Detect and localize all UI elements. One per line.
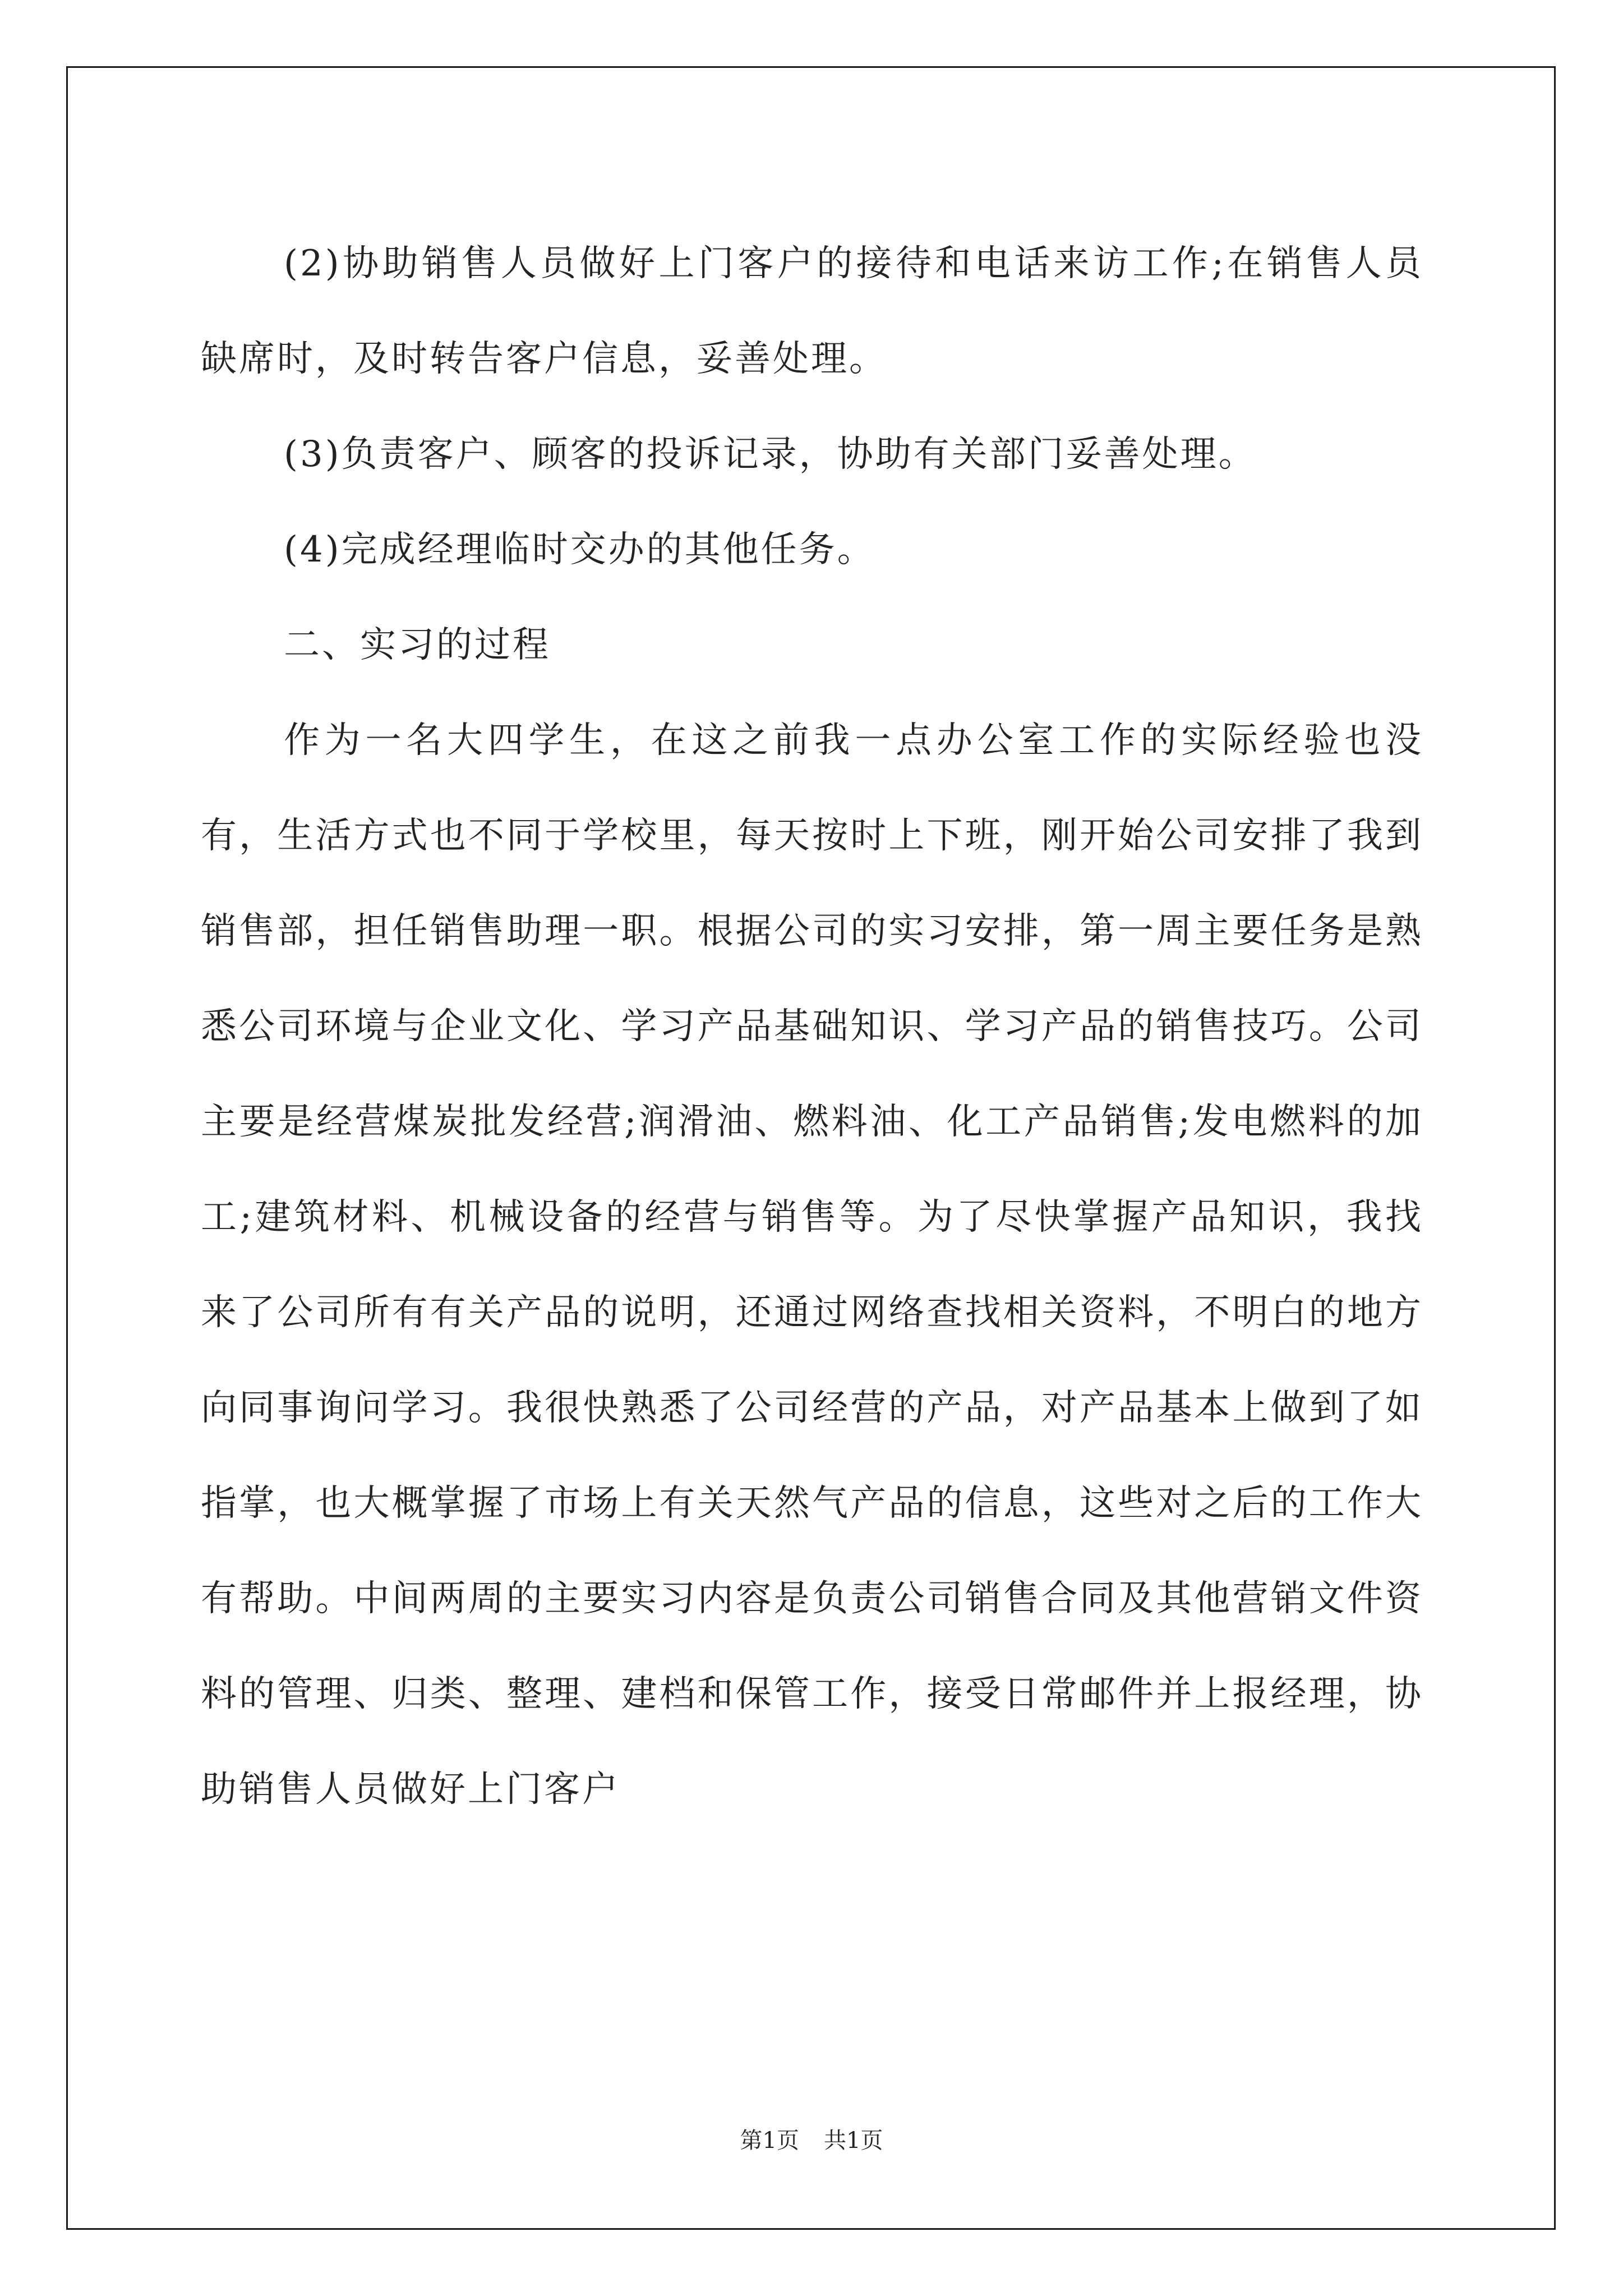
document-body (201, 216, 1423, 1837)
page-footer (0, 2125, 1623, 2156)
page-number: 第1页 (740, 2128, 799, 2154)
section-heading: 二、实习的过程 (284, 624, 551, 666)
paragraph-internship-process: 作为一名大四学生，在这之前我一点办公室工作的实际经验也没有，生活方式也不同于学校里，每天按时上下班，刚开始公司安排了我到销售部，担任销售助理一职。根据公司的实习安排，第一周主要任务是熟悉公司环境与企业文化、学习产品基础知识、学习产品的销售技巧。公司主要是经营煤炭批发经营;润滑油、燃料油、化工产品销售;发电燃料的加工;建筑材料、机械设备的经营与销售等。为了尽快掌握产品知识，我找来了公司所有有关产品的说明，还通过网络查找相关资料，不明白的地方向同事询问学习。我很快熟悉了公司经营的产品，对产品基本上做到了如指掌，也大概掌握了市场上有关天然气产品的信息，这些对之后的工作大有帮助。中间两周的主要实习内容是负责公司销售合同及其他营销文件资料的管理、归类、整理、建档和保管工作，接受日常邮件并上报经理，协助销售人员做好上门客户 (201, 720, 1423, 1810)
paragraph-duty-4: (4)完成经理临时交办的其他任务。 (284, 529, 875, 570)
paragraph-duty-2: (2)协助销售人员做好上门客户的接待和电话来访工作;在销售人员缺席时，及时转告客户信息，妥善处理。 (201, 243, 1423, 380)
paragraph-duty-3: (3)负责客户、顾客的投诉记录，协助有关部门妥善处理。 (284, 434, 1257, 475)
page-total: 共1页 (824, 2128, 883, 2154)
